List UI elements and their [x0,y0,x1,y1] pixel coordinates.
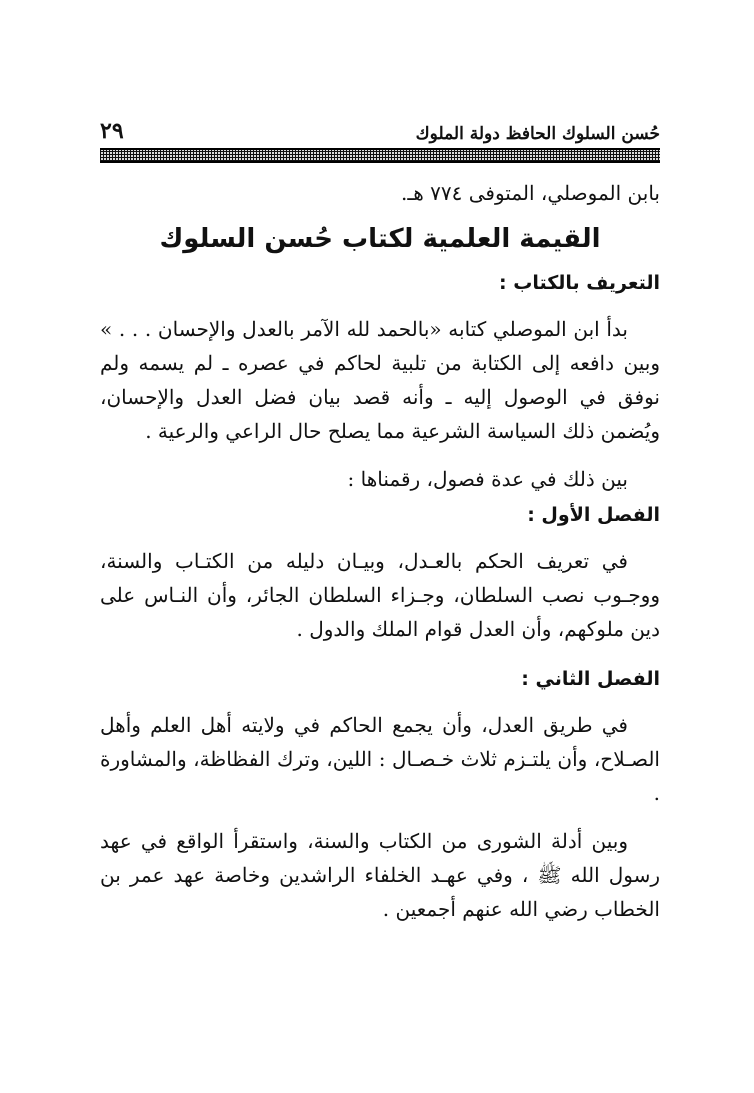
chapter1-heading: الفصل الأول : [527,504,660,526]
chapter2-heading: الفصل الثاني : [521,668,660,690]
chapter1-paragraph: في تعريف الحكم بالعـدل، وبيـان دليله من الكتـاب والسنة، ووجـوب نصب السلطان، وجـزاء السلطان الجائر، وأن النـاس على دين ملوكهم، وأن العدل قوام الملك والدول . [100,549,660,641]
section-heading-intro: التعريف بالكتاب : [499,272,660,294]
main-heading: القيمة العلمية لكتاب حُسن السلوك [159,224,601,254]
page-body [100,176,660,926]
chapters-line: بين ذلك في عدة فصول، رقمناها : [347,467,628,491]
chapter2-paragraph: في طريق العدل، وأن يجمع الحاكم في ولايته أهل العلم وأهل الصـلاح، وأن يلتـزم ثلاث خـصـال : اللين، وترك الفظاظة، والمشاورة . [100,713,660,805]
page-number: ٢٩ [100,118,124,144]
book-title: حُسن السلوك الحافظ دولة الملوك [415,124,660,144]
opening-line: بابن الموصلي، المتوفى ٧٧٤ هـ. [401,181,660,205]
running-header [100,110,660,144]
intro-paragraph: بدأ ابن الموصلي كتابه «بالحمد لله الآمر بالعدل والإحسان . . . » وبين دافعه إلى الكتابة من تلبية لحاكم في عصره ـ لم يسمه ولم نوفق في الوصول إليه ـ وأنه قصد بيان فضل العدل والإحسان، ويُضمن ذلك السياسة الشرعية مما يصلح حال الراعي والرعية . [100,317,660,443]
header-rule [100,148,660,163]
final-paragraph: وبين أدلة الشورى من الكتاب والسنة، واستقرأ الواقع في عهد رسول الله ﷺ ، وفي عهـد الخلفاء الراشدين وخاصة عهد عمر بن الخطاب رضي الله عنهم أجمعين . [100,829,660,921]
